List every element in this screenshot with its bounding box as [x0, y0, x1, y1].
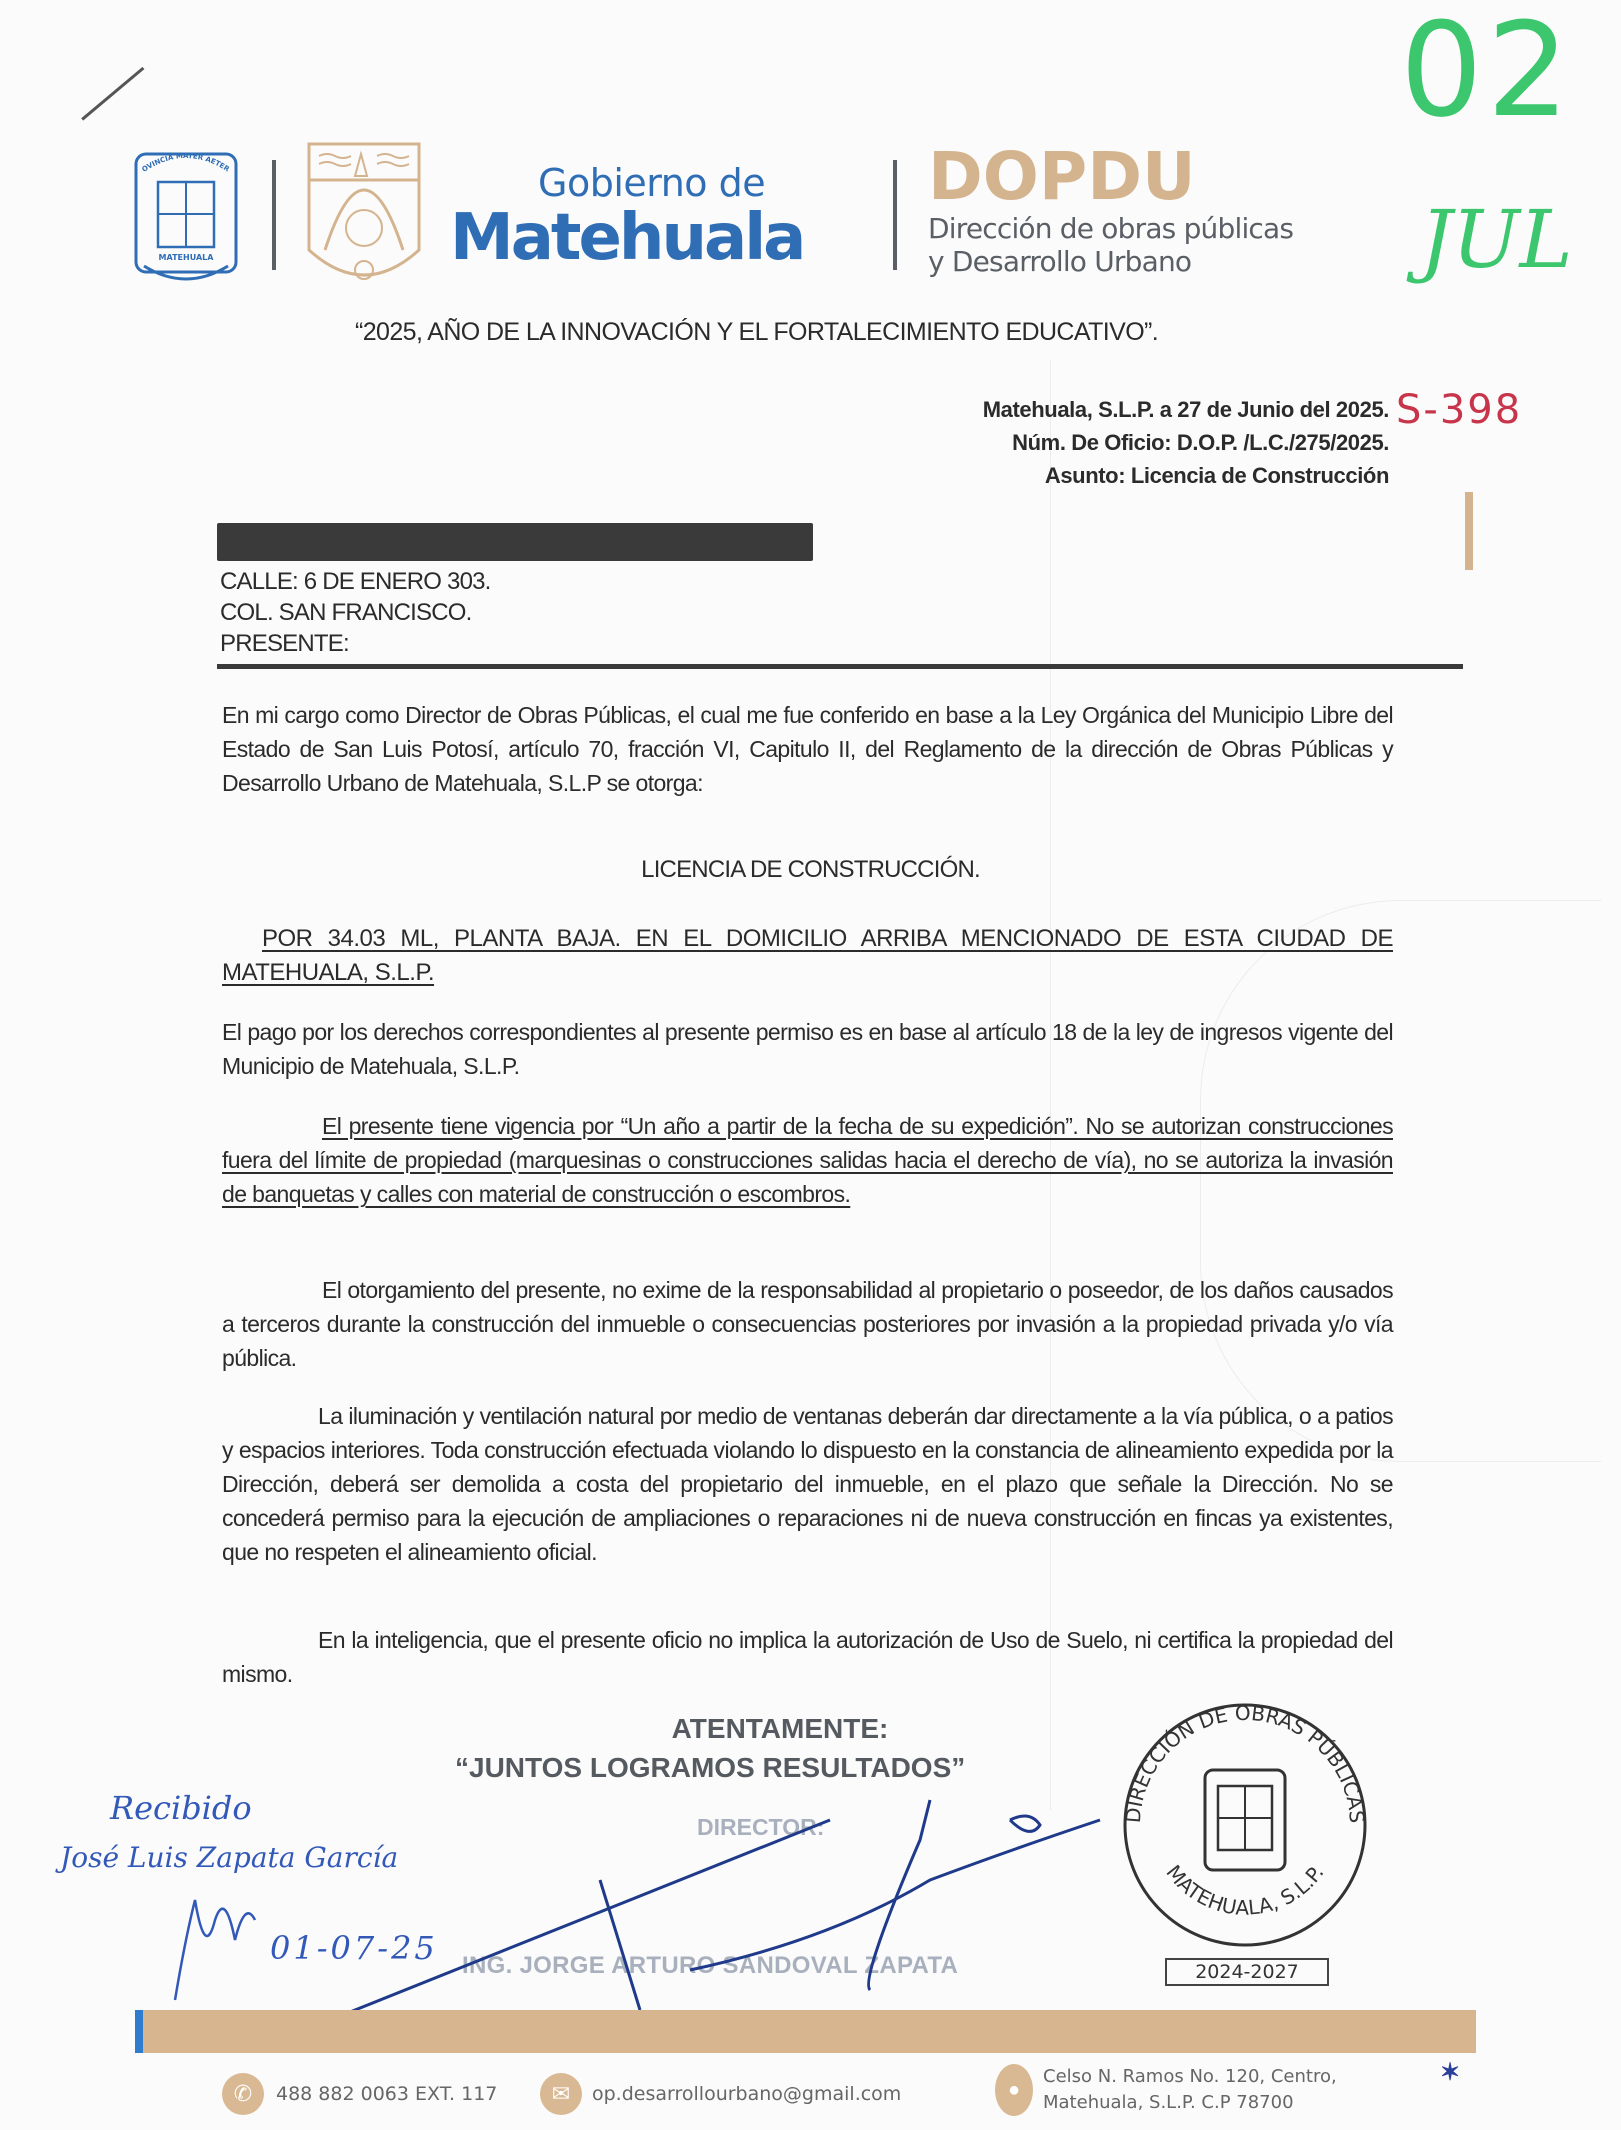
handwritten-folio: S-398 [1396, 387, 1523, 433]
director-label: DIRECTOR: [697, 1814, 825, 1840]
footer-tan-band [143, 2010, 1476, 2053]
liability-paragraph: El otorgamiento del presente, no exime de la responsabilidad al propietario o poseedor, de los daños causados a terceros durante la construcción del inmueble o consecuencias posteriores por invasión a la propiedad privada y/o vía pública. [222, 1277, 1393, 1371]
crest-state-text: OVINCIA MATER AETER [140, 151, 231, 174]
mail-icon: ✉ [540, 2073, 582, 2115]
stamp-bottom-text: MATEHUALA, S.L.P. [1161, 1860, 1329, 1920]
gobierno-de-label: Gobierno de [538, 161, 766, 205]
crest-state-label: MATEHUALA [158, 253, 214, 262]
recipient-colonia: COL. SAN FRANCISCO. [220, 599, 472, 626]
recipient-divider [217, 664, 1463, 669]
payment-paragraph: El pago por los derechos correspondientes al presente permiso es en base al artículo 18 de la ley de ingresos vigente del Municipio de Matehuala, S.L.P. [222, 1019, 1393, 1079]
oficio-number: Núm. De Oficio: D.O.P. /L.C./275/2025. [1012, 430, 1389, 455]
footer-address-line1: Celso N. Ramos No. 120, Centro, [1043, 2066, 1337, 2087]
stamp-top-text: DIRECCIÓN DE OBRAS PÚBLICAS [1120, 1700, 1370, 1824]
closing-motto: “JUNTOS LOGRAMOS RESULTADOS” [455, 1752, 966, 1783]
recipient-presente: PRESENTE: [220, 630, 349, 657]
scan-mark [81, 67, 144, 120]
validity-paragraph: El presente tiene vigencia por “Un año a partir de la fecha de su expedición”. No se autorizan construcciones fuera del límite de propiedad (marquesinas o construcciones salidas hacia el derecho de vía), no se autoriza la invasión de banquetas y calles con material de construcción o escombros. [222, 1113, 1393, 1207]
dopdu-subtitle-line2: y Desarrollo Urbano [928, 245, 1192, 278]
footer-mark: ✶ [1440, 2059, 1461, 2086]
intro-paragraph: En mi cargo como Director de Obras Públicas, el cual me fue conferido en base a la Ley Orgánica del Municipio Libre del Estado de San Luis Potosí, artículo 70, fracción VI, Capitulo II, del Reglamento de la dirección de Obras Públicas y Desarrollo Urbano de Matehuala, S.L.P se otorga: [222, 702, 1393, 796]
recipient-street: CALLE: 6 DE ENERO 303. [220, 568, 491, 595]
matehuala-wordmark: Matehuala [450, 201, 804, 275]
lighting-paragraph: La iluminación y ventilación natural por medio de ventanas deberán dar directamente a la vía pública, o a patios y espacios interiores. Toda construcción efectuada violando lo dispuesto en la constancia de alineamiento expedida por la Dirección, deberá ser demolida a costa del propietario del inmueble, en el plazo que señale la Dirección. No se concederá permiso para la ejecución de ampliaciones o reparaciones ni de nueva construcción en fincas ya existentes, que no respeten el alineamiento oficial. [222, 1403, 1393, 1565]
footer-email-text[interactable]: op.desarrollourbano@gmail.com [592, 2083, 902, 2105]
footer-phone-text: 488 882 0063 EXT. 117 [276, 2083, 498, 2105]
header-divider [272, 160, 276, 270]
handwritten-received-name: José Luis Zapata García [60, 1841, 399, 1874]
closing-atentamente: ATENTAMENTE: [671, 1713, 889, 1744]
official-stamp [1110, 1700, 1380, 1950]
background-watermark-panel [1050, 360, 1051, 1810]
state-crest-logo [130, 142, 242, 287]
dopdu-wordmark: DOPDU [928, 138, 1196, 215]
footer-blue-accent [135, 2010, 143, 2053]
footer-phone [222, 2073, 497, 2115]
tan-accent-bar [1465, 492, 1473, 570]
redacted-recipient-name [217, 523, 813, 561]
location-pin-icon: ● [995, 2064, 1033, 2116]
document-meta [983, 393, 1389, 492]
phone-icon: ✆ [222, 2073, 264, 2115]
handwritten-received-date: 01-07-25 [270, 1929, 438, 1967]
handwritten-received-month: JUL [1420, 193, 1573, 286]
handwritten-receiver-signature [155, 1880, 265, 2010]
place-date: Matehuala, S.L.P. a 27 de Junio del 2025. [982, 397, 1389, 422]
stamp-term: 2024-2027 [1165, 1958, 1329, 1986]
director-name: ING. JORGE ARTURO SANDOVAL ZAPATA [462, 1952, 959, 1979]
subject: Asunto: Licencia de Construcción [1044, 463, 1389, 488]
footer-address [995, 2064, 1337, 2116]
handwritten-received-label: Recibido [110, 1789, 252, 1827]
license-title: LICENCIA DE CONSTRUCCIÓN. [641, 856, 980, 883]
handwritten-received-day: 02 [1400, 0, 1574, 146]
municipal-crest-logo [305, 140, 423, 290]
footer-email [540, 2073, 901, 2115]
dopdu-subtitle-line1: Dirección de obras públicas [928, 212, 1294, 245]
year-tagline: “2025, AÑO DE LA INNOVACIÓN Y EL FORTALECIMIENTO EDUCATIVO”. [355, 318, 1159, 346]
svg-text:PROVINCIA MATER AETERNA [130, 142, 231, 174]
license-detail: POR 34.03 ML, PLANTA BAJA. EN EL DOMICILIO ARRIBA MENCIONADO DE ESTA CIUDAD DE MATEHUALA, S.L.P. [222, 925, 1393, 986]
land-use-paragraph: En la inteligencia, que el presente oficio no implica la autorización de Uso de Suelo, ni certifica la propiedad del mismo. [222, 1627, 1393, 1687]
director-signature [270, 1780, 1130, 2040]
footer-address-line2: Matehuala, S.L.P. C.P 78700 [1043, 2092, 1294, 2113]
header-divider [893, 160, 897, 270]
recipient-block [220, 566, 491, 659]
